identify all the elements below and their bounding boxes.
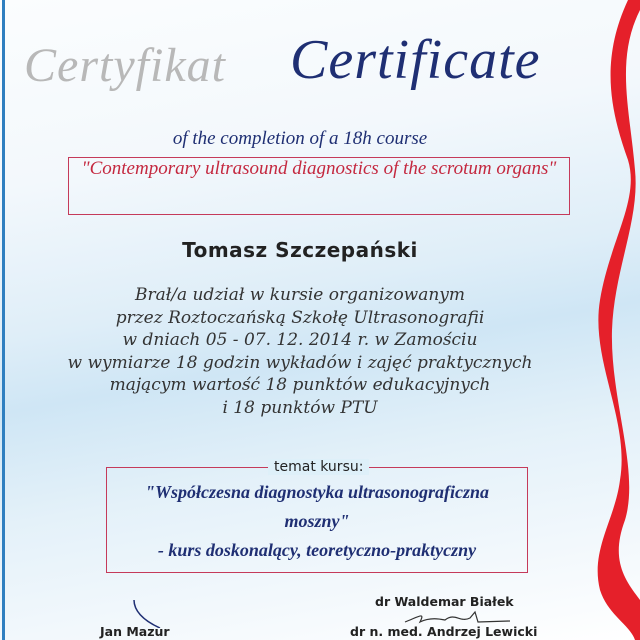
course-title-box (68, 157, 570, 215)
signature-right (400, 610, 520, 624)
topic-label: temat kursu: (268, 459, 369, 475)
recipient-name: Tomasz Szczepański (182, 238, 418, 262)
body-line: mającym wartość 18 punktów edukacyjnych (109, 375, 491, 395)
signatory-right-bottom: dr n. med. Andrzej Lewicki (350, 624, 538, 639)
signatory-right-top: dr Waldemar Białek (375, 594, 514, 609)
certificate-title: Certificate (290, 29, 541, 91)
body-line: i 18 punktów PTU (222, 397, 378, 418)
body-line: przez Roztoczańską Szkołę Ultrasonografii (115, 307, 485, 328)
topic-line: moszny" (284, 511, 350, 531)
body-line: w wymiarze 18 godzin wykładów i zajęć praktycznych (67, 352, 533, 373)
topic-box (106, 467, 528, 573)
ghost-title: Certyfikat (24, 39, 226, 92)
body-line: w dniach 05 - 07. 12. 2014 r. w Zamościu (122, 330, 478, 350)
course-title: "Contemporary ultrasound diagnostics of the scrotum organs" (81, 158, 557, 179)
topic-line: "Współczesna diagnostyka ultrasonograficzna (144, 482, 490, 502)
certificate-body (0, 284, 600, 419)
signatory-left: Jan Mazur (100, 624, 170, 639)
certificate-subtitle: of the completion of a 18h course (172, 128, 428, 149)
body-line: Brał/a udział w kursie organizowanym (134, 285, 466, 305)
topic-line: - kurs doskonalący, teoretyczno-praktyczny (157, 540, 477, 560)
